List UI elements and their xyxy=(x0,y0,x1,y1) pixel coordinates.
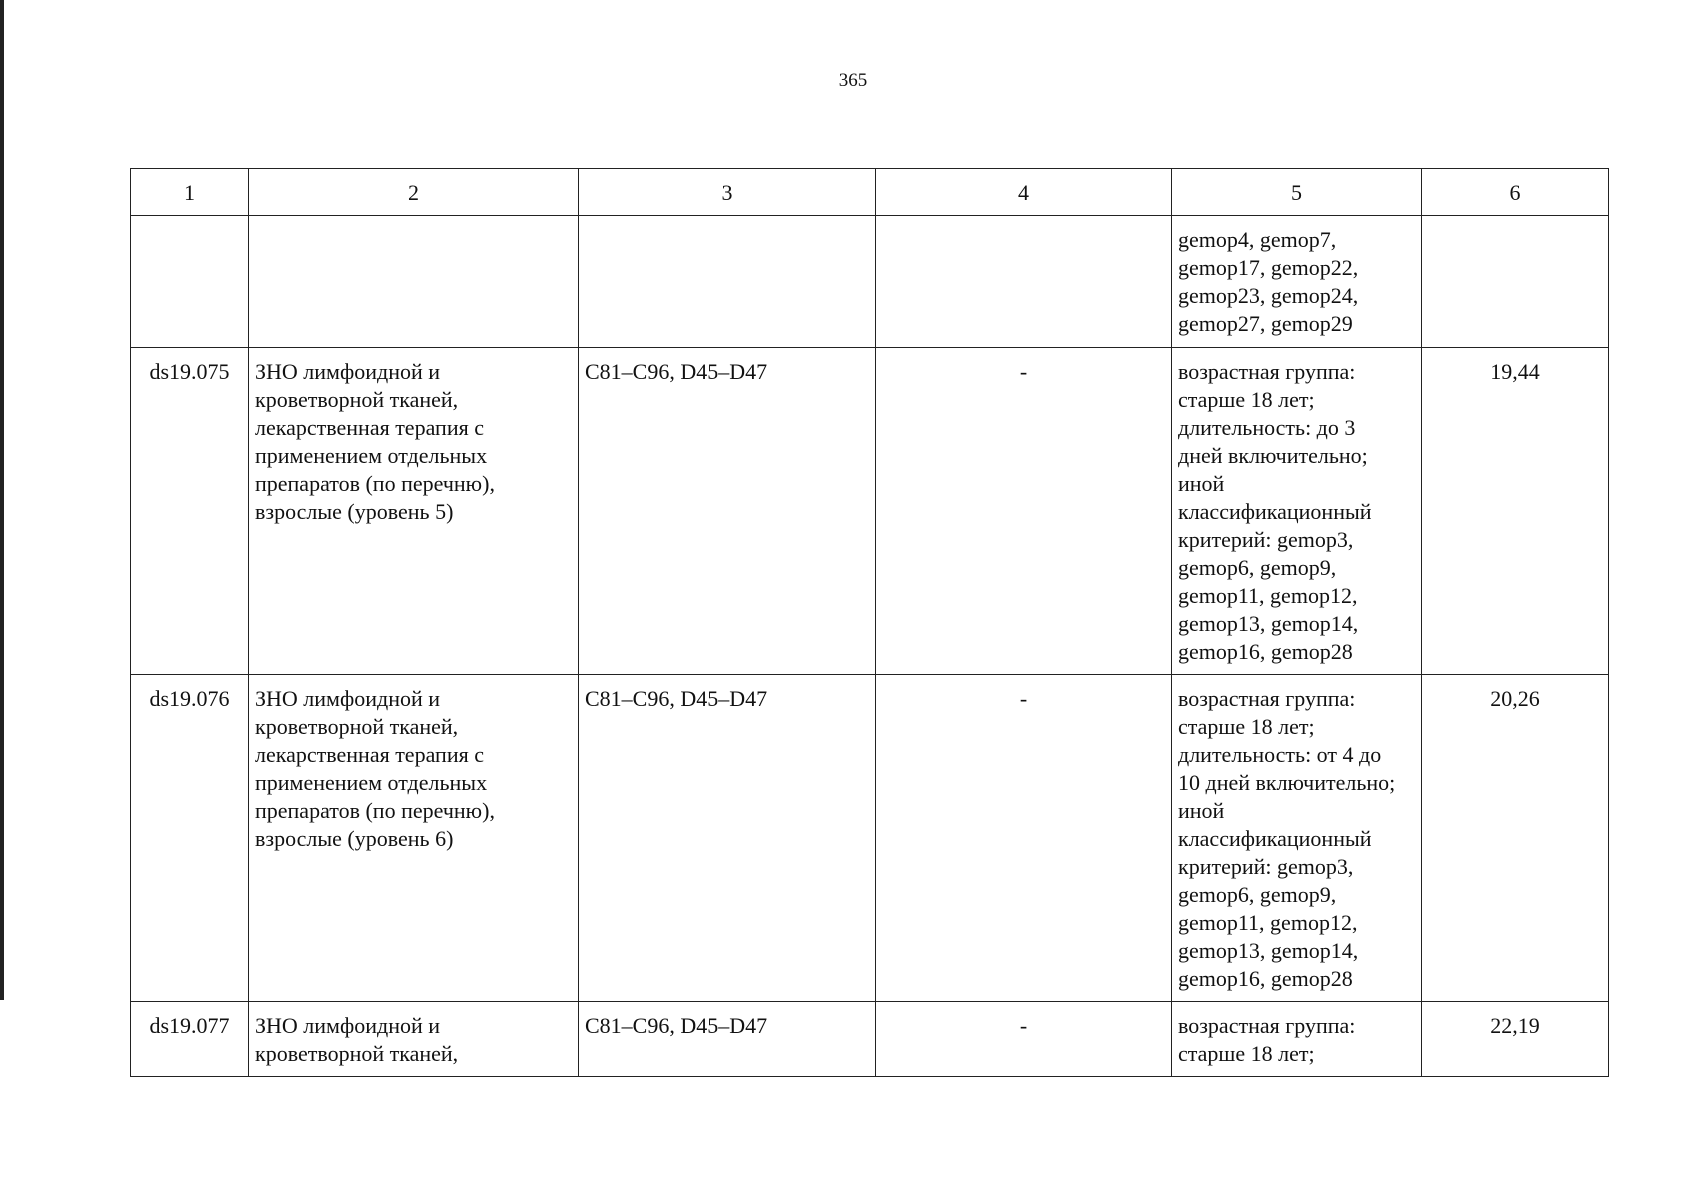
table-row xyxy=(131,675,1609,1002)
criteria-line: критерий: gemop3, xyxy=(1178,854,1354,879)
name-line: препаратов (по перечню), xyxy=(255,798,495,823)
criteria-line: возрастная группа: xyxy=(1178,1013,1356,1038)
cell-icd: C81–C96, D45–D47 xyxy=(579,348,876,675)
cell-coefficient: 20,26 xyxy=(1422,675,1609,1002)
criteria-line: gemop23, gemop24, xyxy=(1178,283,1359,308)
name-line: взрослые (уровень 6) xyxy=(255,826,454,851)
criteria-line: gemop13, gemop14, xyxy=(1178,938,1359,963)
name-line: лекарственная терапия с xyxy=(255,415,484,440)
criteria-line: дней включительно; xyxy=(1178,443,1368,468)
name-line: кроветворной тканей, xyxy=(255,387,459,412)
cell-code xyxy=(131,216,249,348)
criteria-line: старше 18 лет; xyxy=(1178,714,1315,739)
name-line: кроветворной тканей, xyxy=(255,714,459,739)
table-header-row xyxy=(131,169,1609,216)
cell-coefficient: 19,44 xyxy=(1422,348,1609,675)
criteria-line: 10 дней включительно; xyxy=(1178,770,1396,795)
cell-coefficient: 22,19 xyxy=(1422,1002,1609,1077)
name-line: лекарственная терапия с xyxy=(255,742,484,767)
cell-code: ds19.075 xyxy=(131,348,249,675)
cell-name xyxy=(249,216,579,348)
criteria-line: длительность: до 3 xyxy=(1178,415,1356,440)
criteria-line: иной xyxy=(1178,798,1225,823)
page-number: 365 xyxy=(838,70,868,91)
criteria-line: критерий: gemop3, xyxy=(1178,527,1354,552)
name-line: ЗНО лимфоидной и xyxy=(255,686,441,711)
name-line: ЗНО лимфоидной и xyxy=(255,1013,441,1038)
criteria-line: длительность: от 4 до xyxy=(1178,742,1382,767)
criteria-line: gemop6, gemop9, xyxy=(1178,882,1337,907)
column-header-3: 3 xyxy=(579,169,876,216)
cell-criteria xyxy=(1172,1002,1422,1077)
criteria-line: возрастная группа: xyxy=(1178,686,1356,711)
cell-col4: - xyxy=(876,1002,1172,1077)
criteria-line: классификационный xyxy=(1178,499,1372,524)
table-row xyxy=(131,348,1609,675)
criteria-line: старше 18 лет; xyxy=(1178,387,1315,412)
cell-name xyxy=(249,1002,579,1077)
criteria-line: gemop17, gemop22, xyxy=(1178,255,1359,280)
cell-criteria xyxy=(1172,216,1422,348)
criteria-line: gemop11, gemop12, xyxy=(1178,910,1358,935)
criteria-line: gemop11, gemop12, xyxy=(1178,583,1358,608)
name-line: кроветворной тканей, xyxy=(255,1041,459,1066)
column-header-5: 5 xyxy=(1172,169,1422,216)
criteria-line: иной xyxy=(1178,471,1225,496)
criteria-line: gemop16, gemop28 xyxy=(1178,639,1353,664)
name-line: взрослые (уровень 5) xyxy=(255,499,454,524)
cell-name xyxy=(249,348,579,675)
cell-col4: - xyxy=(876,348,1172,675)
criteria-line: gemop27, gemop29 xyxy=(1178,311,1353,336)
cell-icd: C81–C96, D45–D47 xyxy=(579,1002,876,1077)
cell-icd xyxy=(579,216,876,348)
cell-col4: - xyxy=(876,675,1172,1002)
cell-criteria xyxy=(1172,675,1422,1002)
column-header-2: 2 xyxy=(249,169,579,216)
column-header-4: 4 xyxy=(876,169,1172,216)
table-row xyxy=(131,1002,1609,1077)
criteria-line: gemop13, gemop14, xyxy=(1178,611,1359,636)
cell-icd: C81–C96, D45–D47 xyxy=(579,675,876,1002)
name-line: ЗНО лимфоидной и xyxy=(255,359,441,384)
cell-code: ds19.076 xyxy=(131,675,249,1002)
criteria-line: старше 18 лет; xyxy=(1178,1041,1315,1066)
criteria-line: gemop4, gemop7, xyxy=(1178,227,1337,252)
cell-col4 xyxy=(876,216,1172,348)
cell-coefficient xyxy=(1422,216,1609,348)
column-header-6: 6 xyxy=(1422,169,1609,216)
name-line: препаратов (по перечню), xyxy=(255,471,495,496)
cell-name xyxy=(249,675,579,1002)
name-line: применением отдельных xyxy=(255,443,488,468)
column-header-1: 1 xyxy=(131,169,249,216)
tariff-table xyxy=(130,168,1609,1077)
criteria-line: возрастная группа: xyxy=(1178,359,1356,384)
cell-criteria xyxy=(1172,348,1422,675)
table-row xyxy=(131,216,1609,348)
criteria-line: классификационный xyxy=(1178,826,1372,851)
scan-left-edge xyxy=(0,0,4,1000)
cell-code: ds19.077 xyxy=(131,1002,249,1077)
criteria-line: gemop16, gemop28 xyxy=(1178,966,1353,991)
criteria-line: gemop6, gemop9, xyxy=(1178,555,1337,580)
name-line: применением отдельных xyxy=(255,770,488,795)
document-table-wrapper xyxy=(130,168,1608,1077)
